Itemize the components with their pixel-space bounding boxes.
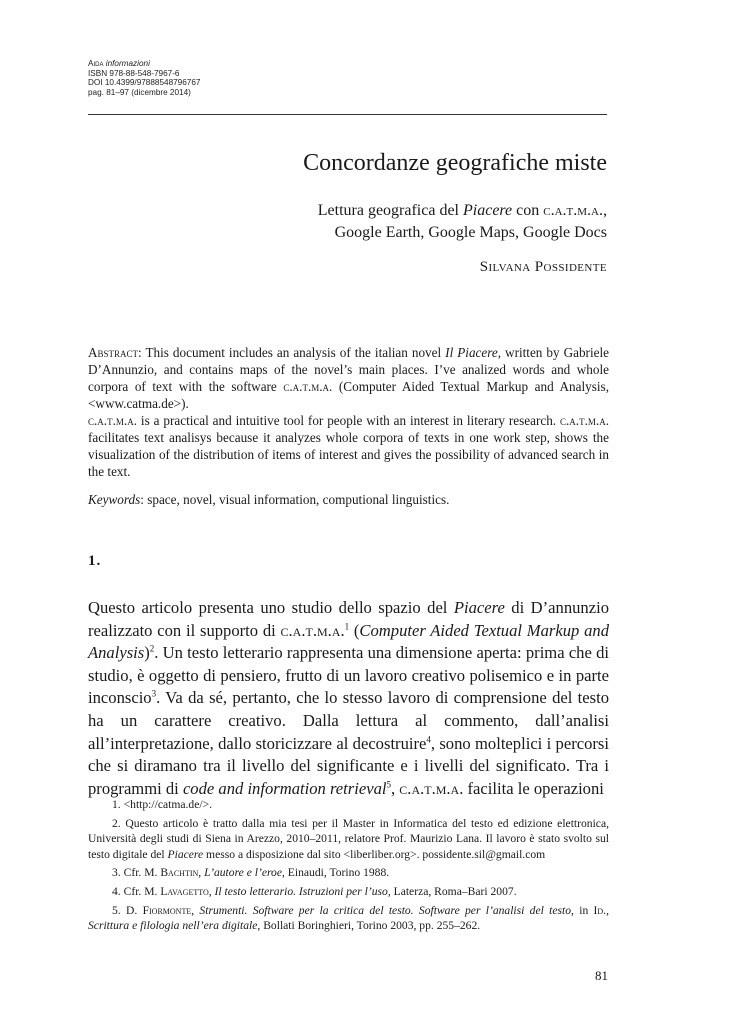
page-number: 81 xyxy=(595,968,608,983)
header-rule xyxy=(88,114,607,115)
body-paragraph: Questo articolo presenta uno studio dello spazio del Piacere di D’annunzio realizzato con il supporto di c.a.t.m.a.$^1$ (Computer Aided Textual Markup and Analysis)$^2$. Un testo letterario rappresenta una dimensione aperta: prima che di studio, è oggetto di pensiero, frutto di un lavoro creativo polisemico e in parte inconscio$^3$. Va da sé, pertanto, che lo stesso lavoro di comprensione del testo ha un carattere creativo. Dalla lettura al commento, dall’analisi all’interpretazione, dallo storicizzare al decostruire$^4$, sono molteplici i percorsi che si diramano tra il livello del significante e i livelli del significato. Tra i programmi di code and information retrieval$^5$, c.a.t.m.a. facilita le operazioni xyxy=(88,598,609,798)
footnote-ref-2[interactable]: 2 xyxy=(149,643,155,654)
isbn: ISBN 978-88-548-7967-6 xyxy=(88,68,180,78)
footnote-ref-4[interactable]: 4 xyxy=(426,734,431,745)
abstract-label: Abstract xyxy=(88,345,139,360)
abstract-paragraph-2: c.a.t.m.a. is a practical and intuitive tool for people with an interest in literary research. c.a.t.m.a. facilitates text analisys because it analyzes whole corpora of texts in one work step, shows the visualization of the distribution of items of interest and gives the possibility of advanced search in the text. xyxy=(88,413,609,479)
journal-metadata xyxy=(88,59,200,97)
keywords: Keywords: space, novel, visual information, computional linguistics. xyxy=(88,492,450,507)
footnote-4: 4. Cfr. M. Lavagetto, Il testo letterario. Istruzioni per l’uso, Laterza, Roma–Bari 2007. xyxy=(112,884,517,898)
keywords-label: Keywords xyxy=(88,492,141,507)
section-heading: 1. xyxy=(88,553,102,569)
doi: DOI 10.4399/97888548796767 xyxy=(88,78,201,88)
footnote-link[interactable]: <http://catma.de/>. xyxy=(123,798,213,811)
footnote-ref-5[interactable]: 5 xyxy=(386,779,391,790)
journal-name: Aida informazioni xyxy=(88,59,150,68)
body-text xyxy=(88,597,609,800)
footnote-1: 1. <http://catma.de/>. xyxy=(112,798,213,811)
article-subtitle: Lettura geografica del Piacere con c.a.t.m.a., Google Earth, Google Maps, Google Docs xyxy=(317,202,607,241)
footnote-2: 2. Questo articolo è tratto dalla mia tesi per il Master in Informatica del testo ed edizione elettronica, Università degli studi di Siena in Arezzo, 2010–2011, relatore Prof. Maurizio Lana. Il lavoro è stato svolto sul testo digitale del Piacere messo a disposizione dal sito <liberliber.org>. possidente.sil@gmail.com xyxy=(88,816,609,861)
footnotes xyxy=(88,797,609,937)
footnote-ref-1[interactable]: 1 xyxy=(344,621,350,632)
footnote-3: 3. Cfr. M. Bachtin, L’autore e l’eroe, Einaudi, Torino 1988. xyxy=(112,866,390,880)
abstract xyxy=(88,344,609,480)
footnote-ref-3[interactable]: 3 xyxy=(151,688,157,699)
abstract-paragraph-1: Abstract: This document includes an analysis of the italian novel Il Piacere, written by Gabriele D’Annunzio, and contains maps of the novel’s main places. I’ve analized words and whole corpora of text with the software c.a.t.m.a. (Computer Aided Textual Markup and Analysis, <www.catma.de>). xyxy=(88,345,609,411)
article-title: Concordanze geografiche miste xyxy=(303,150,607,176)
footnote-5: 5. D. Fiormonte, Strumenti. Software per la critica del testo. Software per l’analisi del testo, in Id., Scrittura e filologia nell’era digitale, Bollati Boringhieri, Torino 2003, pp. 255–262. xyxy=(88,903,609,933)
author-name: Silvana Possidente xyxy=(479,259,607,275)
page-range: pag. 81–97 (dicembre 2014) xyxy=(88,87,191,97)
